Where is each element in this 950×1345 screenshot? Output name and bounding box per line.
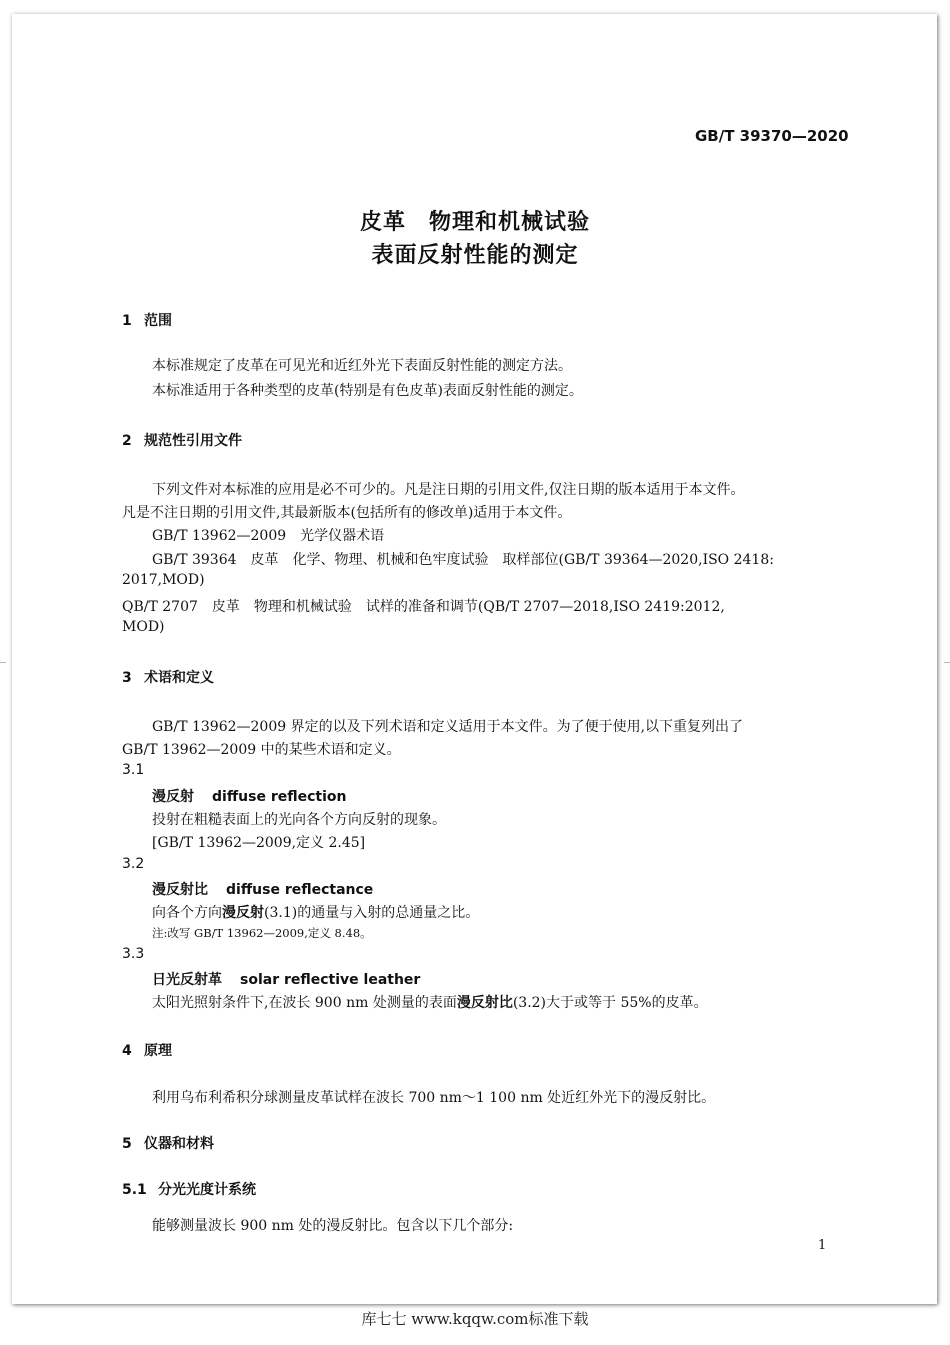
paragraph: 能够测量波长 900 nm 处的漫反射比。包含以下几个部分: [152,1218,514,1234]
term-english: diffuse reflection [212,789,347,805]
section-4-heading [122,1040,172,1060]
term-definition [152,902,479,922]
term-number: 3.2 [122,856,145,872]
section-title: 术语和定义 [144,670,214,686]
section-2-heading [122,430,242,450]
term-chinese: 漫反射比 [152,882,208,898]
margin-tick [0,662,6,663]
term-definition [152,992,708,1012]
paragraph: GB/T 13962—2009 界定的以及下列术语和定义适用于本文件。为了便于使用,以下重复列出了 [152,719,744,735]
section-number: 2 [122,433,132,449]
reference-item-cont: 2017,MOD) [122,572,205,588]
text-run: (3.2)大于或等于 55%的皮革。 [512,995,708,1011]
paragraph: 下列文件对本标准的应用是必不可少的。凡是注日期的引用文件,仅注日期的版本适用于本文件。 [152,482,745,498]
footer-watermark: 库七七 www.kqqw.com标准下载 [361,1310,589,1328]
paragraph: GB/T 13962—2009 中的某些术语和定义。 [122,742,401,758]
section-5-heading [122,1133,214,1153]
section-title: 仪器和材料 [144,1136,214,1152]
text-run: 太阳光照射条件下,在波长 900 nm 处测量的表面 [152,995,457,1011]
reference-item: GB/T 13962—2009 光学仪器术语 [152,528,385,544]
section-number: 1 [122,313,132,329]
paragraph: 本标准规定了皮革在可见光和近红外光下表面反射性能的测定方法。 [152,358,572,374]
term-reference: 漫反射 [222,905,264,921]
term-heading [152,879,373,899]
paragraph: 利用乌布利希积分球测量皮革试样在波长 700 nm～1 100 nm 处近红外光下的漫反射比。 [152,1090,716,1106]
section-number: 5.1 [122,1182,147,1198]
term-source: [GB/T 13962—2009,定义 2.45] [152,835,366,851]
term-chinese: 日光反射革 [152,972,222,988]
margin-tick [944,662,950,663]
term-english: diffuse reflectance [226,882,374,898]
section-title: 原理 [144,1043,172,1059]
document-title-line2: 表面反射性能的测定 [371,243,579,268]
reference-item: QB/T 2707 皮革 物理和机械试验 试样的准备和调节(QB/T 2707—2018,ISO 2419:2012, [122,599,725,615]
term-number: 3.1 [122,762,145,778]
term-number: 3.3 [122,946,145,962]
reference-item: GB/T 39364 皮革 化学、物理、机械和色牢度试验 取样部位(GB/T 39364—2020,ISO 2418: [152,552,774,568]
section-number: 3 [122,670,132,686]
term-heading [152,786,346,806]
standard-number: GB/T 39370—2020 [695,127,849,145]
term-reference: 漫反射比 [456,995,513,1011]
reference-item-cont: MOD) [122,619,165,635]
text-run: (3.1)的通量与入射的总通量之比。 [264,905,480,921]
section-title: 范围 [144,313,172,329]
page-number: 1 [818,1238,827,1253]
term-chinese: 漫反射 [152,789,194,805]
section-number: 5 [122,1136,132,1152]
term-english: solar reflective leather [240,972,421,988]
section-1-heading [122,310,172,330]
subsection-5-1-heading [122,1179,256,1199]
term-heading [152,969,420,989]
document-title-line1: 皮革 物理和机械试验 [359,210,590,235]
term-note: 注:改写 GB/T 13962—2009,定义 8.48。 [152,926,372,940]
section-3-heading [122,667,214,687]
section-number: 4 [122,1043,132,1059]
paragraph: 本标准适用于各种类型的皮革(特别是有色皮革)表面反射性能的测定。 [152,383,583,399]
section-title: 分光光度计系统 [158,1182,256,1198]
section-title: 规范性引用文件 [144,433,242,449]
term-definition: 投射在粗糙表面上的光向各个方向反射的现象。 [152,812,446,828]
text-run: 向各个方向 [152,905,222,921]
paragraph: 凡是不注日期的引用文件,其最新版本(包括所有的修改单)适用于本文件。 [122,505,572,521]
